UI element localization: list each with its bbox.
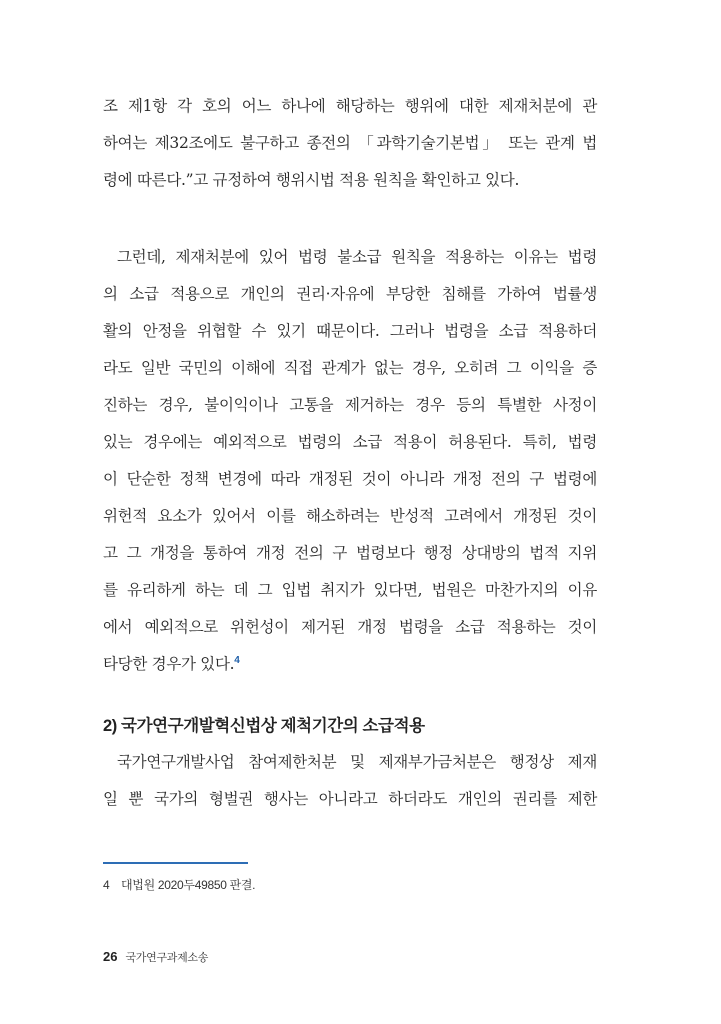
text-line: 조 제1항 각 호의 어느 하나에 해당하는 행위에 대한 제재처분에 관 — [103, 97, 597, 115]
paragraph-section-start — [103, 744, 597, 818]
page-footer — [103, 948, 208, 966]
text-line: 국가연구개발사업 참여제한처분 및 제재부가금처분은 행정상 제재 — [117, 753, 597, 771]
text-line: 고 그 개정을 통하여 개정 전의 구 법령보다 행정 상대방의 법적 지위 — [103, 544, 597, 562]
text-line: 있는 경우에는 예외적으로 법령의 소급 적용이 허용된다. 특히, 법령 — [103, 433, 597, 451]
text-line: 령에 따른다.”고 규정하여 행위시법 적용 원칙을 확인하고 있다. — [103, 171, 520, 189]
text-line: 위헌적 요소가 있어서 이를 해소하려는 반성적 고려에서 개정된 것이 — [103, 507, 597, 525]
text-line: 활의 안정을 위협할 수 있기 때문이다. 그러나 법령을 소급 적용하더 — [103, 322, 597, 340]
page-number: 26 — [103, 949, 118, 964]
text-line: 에서 예외적으로 위헌성이 제거된 개정 법령을 소급 적용하는 것이 — [103, 618, 597, 636]
footnote-divider — [103, 862, 248, 864]
footnote — [103, 876, 255, 893]
text-line: 라도 일반 국민의 이해에 직접 관계가 없는 경우, 오히려 그 이익을 증 — [103, 359, 597, 377]
footnote-number: 4 — [103, 878, 110, 892]
text-line: 를 유리하게 하는 데 그 입법 취지가 있다면, 법원은 마찬가지의 이유 — [103, 581, 597, 599]
text-line-content: 타당한 경우가 있다. — [103, 655, 235, 673]
text-line: 그런데, 제재처분에 있어 법령 불소급 원칙을 적용하는 이유는 법령 — [117, 248, 597, 266]
text-line: 진하는 경우, 불이익이나 고통을 제거하는 경우 등의 특별한 사정이 — [103, 396, 597, 414]
text-line: 의 소급 적용으로 개인의 권리·자유에 부당한 침해를 가하여 법률생 — [103, 285, 597, 303]
paragraph-retroactivity — [103, 239, 597, 683]
footnote-reference[interactable]: 4 — [234, 654, 240, 666]
section-heading: 2) 국가연구개발혁신법상 제척기간의 소급적용 — [103, 717, 425, 735]
text-line: 하여는 제32조에도 불구하고 종전의 「과학기술기본법」 또는 관계 법 — [103, 134, 597, 152]
text-line-last — [103, 646, 597, 683]
paragraph-continuation — [103, 88, 597, 199]
book-title: 국가연구과제소송 — [125, 952, 209, 964]
footnote-text: 대법원 2020두49850 판결. — [121, 878, 256, 892]
text-line: 이 단순한 정책 변경에 따라 개정된 것이 아니라 개정 전의 구 법령에 — [103, 470, 597, 488]
text-line: 일 뿐 국가의 형벌권 행사는 아니라고 하더라도 개인의 권리를 제한 — [103, 790, 597, 808]
